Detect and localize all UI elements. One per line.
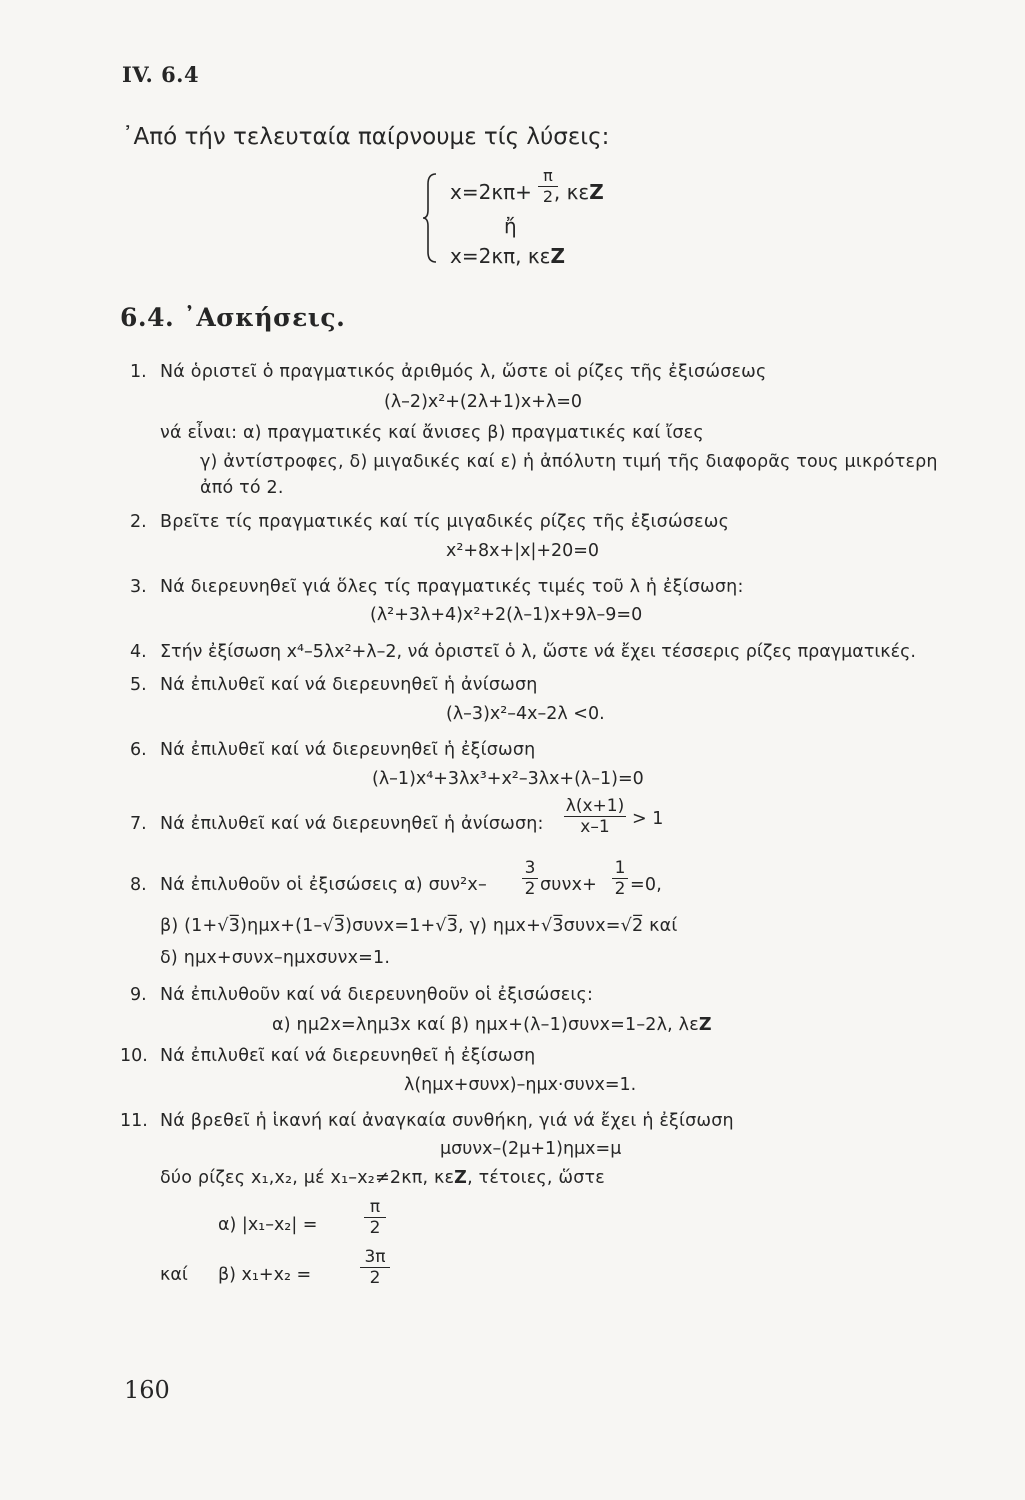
exercise-3-equation: (λ²+3λ+4)x²+2(λ–1)x+9λ–9=0 — [370, 605, 643, 625]
exercise-10-equation: λ(ημx+συνx)–ημx·συνx=1. — [404, 1075, 637, 1095]
exercise-1-text: ἀπό τό 2. — [200, 478, 284, 498]
exercise-5-inequality: (λ–3)x²–4x–2λ <0. — [446, 704, 605, 724]
exercise-number: 11. — [120, 1111, 148, 1131]
exercise-2-equation: x²+8x+|x|+20=0 — [446, 541, 600, 561]
exercise-number: 1. — [130, 362, 147, 382]
exercise-8-text: Νά ἐπιλυθοῦν οἱ ἐξισώσεις α) συν²x– — [160, 875, 487, 895]
exercise-6-equation: (λ–1)x⁴+3λx³+x²–3λx+(λ–1)=0 — [372, 769, 644, 789]
exercise-10-text: Νά ἐπιλυθεῖ καί νά διερευνηθεῖ ἡ ἐξίσωση — [160, 1046, 536, 1066]
condition-a: α) |x₁–x₂| = — [218, 1215, 318, 1235]
exercise-11-text: Νά βρεθεῖ ἡ ἱκανή καί ἀναγκαία συνθήκη, γιά νά ἔχει ἡ ἐξίσωση — [160, 1111, 734, 1131]
exercise-number: 3. — [130, 577, 147, 597]
exercise-1-text: γ) ἀντίστροφες, δ) μιγαδικές καί ε) ἡ ἀπόλυτη τιμή τῆς διαφορᾶς τους μικρότερη — [200, 452, 938, 472]
left-brace — [422, 172, 438, 264]
exercise-7-rhs: > 1 — [632, 809, 664, 829]
page-number: 160 — [124, 1376, 170, 1404]
exercise-11-equation: μσυνx–(2μ+1)ημx=μ — [440, 1139, 622, 1159]
exercise-number: 9. — [130, 985, 147, 1005]
solution-system — [422, 166, 702, 272]
exercise-9-text: Νά ἐπιλυθοῦν καί νά διερευνηθοῦν οἱ ἐξισώσεις: — [160, 985, 594, 1005]
solution-line-1: x=2κπ+ , κεZ — [450, 180, 604, 204]
exercise-1-text: Νά ὁριστεῖ ὁ πραγματικός ἀριθμός λ, ὥστε οἱ ρίζες τῆς ἐξισώσεως — [160, 362, 767, 382]
intro-sentence: ᾿Από τήν τελευταία παίρνουμε τίς λύσεις: — [122, 124, 610, 150]
exercise-9-equations: α) ημ2x=ληµ3x καί β) ημx+(λ–1)συνx=1–2λ, λεZ — [272, 1015, 712, 1035]
exercise-number: 6. — [130, 740, 147, 760]
exercise-2-text: Βρεῖτε τίς πραγματικές καί τίς μιγαδικές ρίζες τῆς ἐξισώσεως — [160, 512, 730, 532]
exercise-6-text: Νά ἐπιλυθεῖ καί νά διερευνηθεῖ ἡ ἐξίσωση — [160, 740, 536, 760]
exercise-number: 7. — [130, 814, 147, 834]
exercise-11-text: δύο ρίζες x₁,x₂, μέ x₁–x₂≠2κπ, κεZ, τέτοιες, ὥστε — [160, 1168, 605, 1188]
solution-or: ἤ — [504, 214, 517, 238]
fraction-3pi-over-2: 3π 2 — [360, 1247, 390, 1288]
exercise-number: 2. — [130, 512, 147, 532]
exercise-number: 5. — [130, 675, 147, 695]
exercise-1-text: νά εἶναι: α) πραγματικές καί ἄνισες β) πραγματικές καί ἴσες — [160, 423, 704, 443]
exercise-3-text: Νά διερευνηθεῖ γιά ὅλες τίς πραγματικές τιμές τοῦ λ ἡ ἐξίσωση: — [160, 577, 744, 597]
condition-b: β) x₁+x₂ = — [218, 1265, 312, 1285]
exercise-8-text: β) (1+√3̅)ημx+(1–√3̅)συνx=1+√3̅, γ) ημx+√3̅συνx=√2̅ καί — [160, 916, 678, 936]
exercise-8-text: δ) ημx+συνx–ημxσυνx=1. — [160, 948, 391, 968]
exercise-8-text: συνx+ — [540, 875, 598, 895]
exercise-number: 10. — [120, 1046, 148, 1066]
fraction-pi-over-2: π 2 — [364, 1197, 386, 1238]
running-header: IV. 6.4 — [122, 62, 200, 87]
exercise-1-equation: (λ–2)x²+(2λ+1)x+λ=0 — [384, 392, 583, 412]
exercise-number: 8. — [130, 875, 147, 895]
fraction-1-over-2: 1 2 — [612, 858, 628, 899]
solution-line-2: x=2κπ, κεZ — [450, 244, 565, 268]
fraction-3-over-2: 3 2 — [522, 858, 538, 899]
exercise-7-text: Νά ἐπιλυθεῖ καί νά διερευνηθεῖ ἡ ἀνίσωση: — [160, 814, 544, 834]
exercise-7-fraction: λ(x+1) x–1 — [565, 796, 625, 837]
exercise-4-text: Στήν ἐξίσωση x⁴–5λx²+λ–2, νά ὁριστεῖ ὁ λ, ὥστε νά ἔχει τέσσερις ρίζες πραγματικές. — [160, 642, 916, 662]
exercise-8-text: =0, — [630, 875, 662, 895]
fraction-pi-over-2: π 2 — [538, 166, 558, 207]
exercise-number: 4. — [130, 642, 147, 662]
exercise-5-text: Νά ἐπιλυθεῖ καί νά διερευνηθεῖ ἡ ἀνίσωση — [160, 675, 538, 695]
and-word: καί — [160, 1265, 188, 1285]
section-title: 6.4. ᾿Ασκήσεις. — [120, 303, 346, 332]
